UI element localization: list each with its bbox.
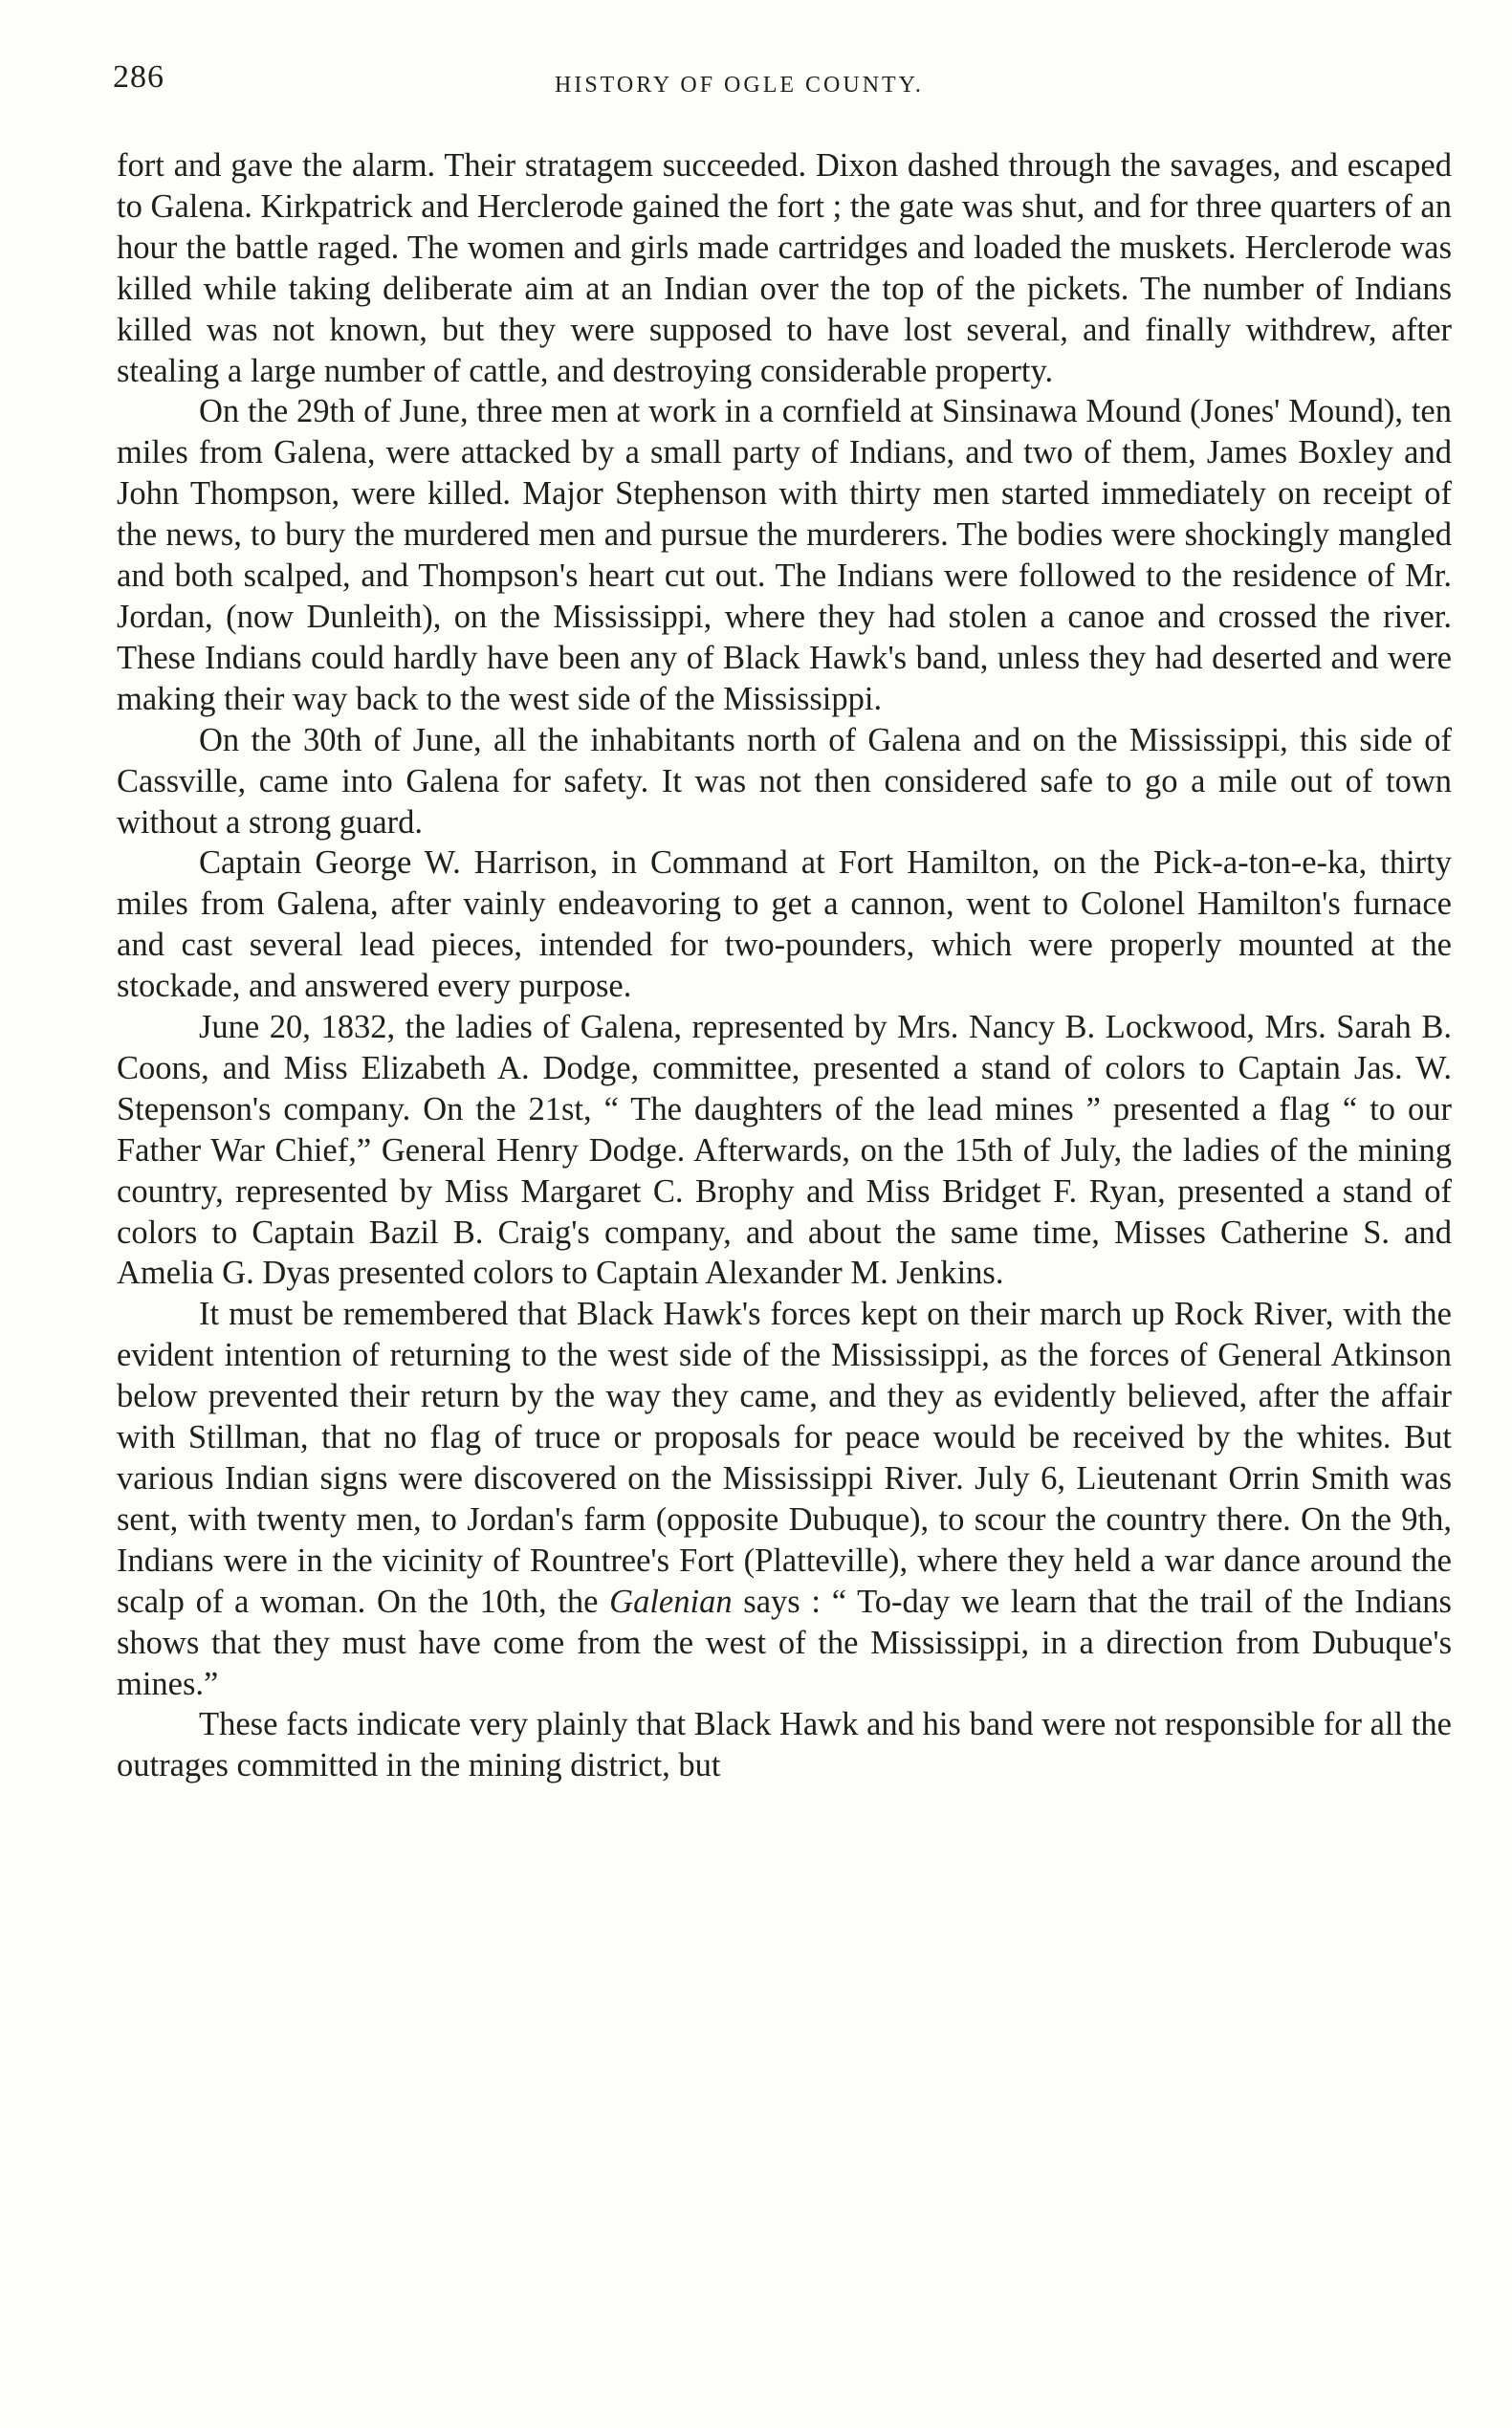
page-number: 286 bbox=[113, 59, 164, 95]
paragraph-4: Captain George W. Harrison, in Command at Fort Hamilton, on the Pick-a-ton-e-ka, thirty miles from Galena, after vainly endeavoring to get a cannon, went to Colonel Hamilton's furnace and cast several lead pieces, intended for two-pounders, which were properly mounted at the stockade, and answered every purpose. bbox=[117, 844, 1452, 1005]
paragraph-2: On the 29th of June, three men at work in a cornfield at Sinsinawa Mound (Jones' Mound), ten miles from Galena, were attacked by a small party of Indians, and two of them, James Boxley and John Thompson, were killed. Major Stephenson with thirty men started immediately on receipt of the news, to bury the murdered men and pursue the murderers. The bodies were shockingly mangled and both scalped, and Thompson's heart cut out. The Indians were followed to the residence of Mr. Jordan, (now Dunleith), on the Mississippi, where they had stolen a canoe and crossed the river. These Indians could hardly have been any of Black Hawk's band, unless they had deserted and were making their way back to the west side of the Mississippi. bbox=[117, 393, 1452, 717]
paragraph-6-text-after: says : “ To-day we learn that the trail of the Indians shows that they must have come from the west of the Mississippi, in a direction from Dubuque's mines.” bbox=[117, 1583, 1452, 1702]
paragraph-5: June 20, 1832, the ladies of Galena, represented by Mrs. Nancy B. Lockwood, Mrs. Sarah B. Coons, and Miss Elizabeth A. Dodge, committee, presented a stand of colors to Captain Jas. W. Stepenson's company. On the 21st, “ The daughters of the lead mines ” presented a flag “ to our Father War Chief,” General Henry Dodge. Afterwards, on the 15th of July, the ladies of the mining country, represented by Miss Margaret C. Brophy and Miss Bridget F. Ryan, presented a stand of colors to Captain Bazil B. Craig's company, and about the same time, Misses Catherine S. and Amelia G. Dyas presented colors to Captain Alexander M. Jenkins. bbox=[117, 1009, 1452, 1292]
paragraph-6 bbox=[117, 1294, 1452, 1704]
paragraph-6-text-before: It must be remembered that Black Hawk's forces kept on their march up Rock River, with the evident intention of returning to the west side of the Mississippi, as the forces of General Atkinson below prevented their return by the way they came, and they as evidently believed, after the affair with Stillman, that no flag of truce or proposals for peace would be received by the whites. But various Indian signs were discovered on the Mississippi River. July 6, Lieutenant Orrin Smith was sent, with twenty men, to Jordan's farm (opposite Dubuque), to scour the country there. On the 9th, Indians were in the vicinity of Rountree's Fort (Platteville), where they held a war dance around the scalp of a woman. On the 10th, the bbox=[117, 1296, 1452, 1620]
body-text bbox=[117, 145, 1452, 1786]
running-title: HISTORY OF OGLE COUNTY. bbox=[555, 73, 924, 98]
paragraph-3: On the 30th of June, all the inhabitants north of Galena and on the Mississippi, this side of Cassville, came into Galena for safety. It was not then considered safe to go a mile out of town without a strong guard. bbox=[117, 721, 1452, 841]
paragraph-7: These facts indicate very plainly that Black Hawk and his band were not responsible for all the outrages committed in the mining district, but bbox=[117, 1706, 1452, 1784]
paragraph-1: fort and gave the alarm. Their stratagem succeeded. Dixon dashed through the savages, and escaped to Galena. Kirkpatrick and Herclerode gained the fort ; the gate was shut, and for three quarters of an hour the battle raged. The women and girls made cartridges and loaded the muskets. Herclerode was killed while taking deliberate aim at an Indian over the top of the pickets. The number of Indians killed was not known, but they were supposed to have lost several, and finally withdrew, after stealing a large number of cattle, and destroying considerable property. bbox=[117, 147, 1452, 389]
newspaper-title-galenian: Galenian bbox=[609, 1583, 733, 1620]
